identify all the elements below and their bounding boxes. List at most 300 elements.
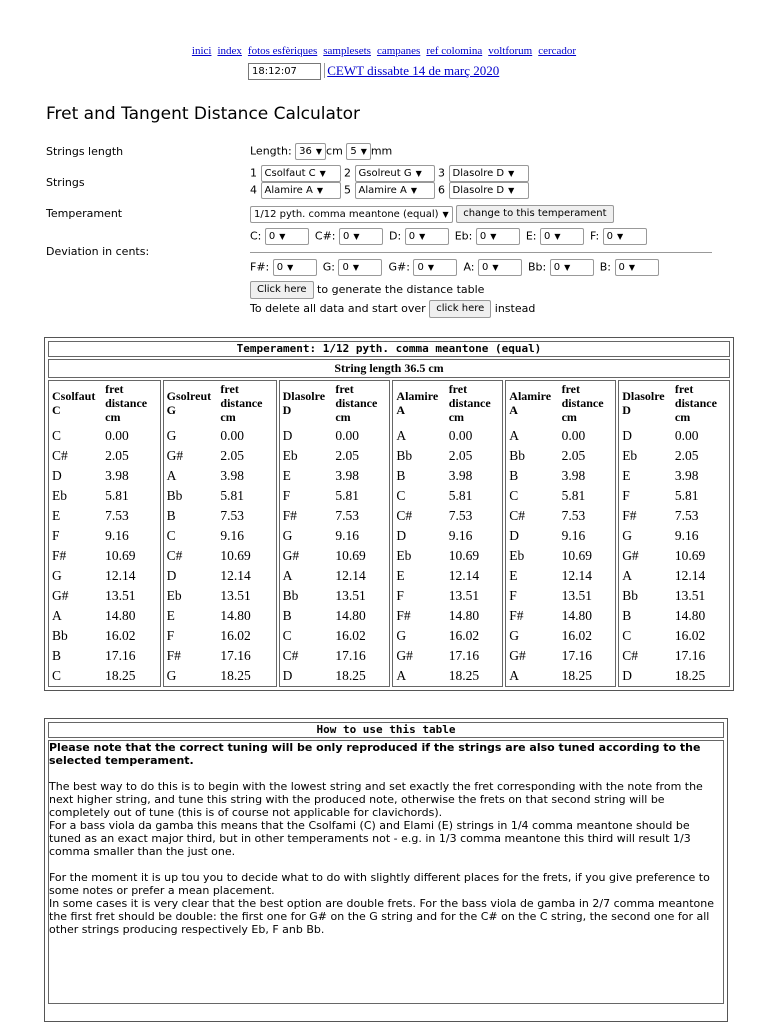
mm-unit: mm — [370, 144, 393, 158]
note-cell: Bb — [52, 628, 68, 643]
distance-cell: 18.25 — [220, 668, 251, 683]
table-row — [164, 606, 276, 626]
table-row — [49, 666, 160, 686]
distance-cell: 5.81 — [335, 488, 359, 503]
deviation-field — [600, 259, 659, 276]
deviation-field — [250, 259, 317, 276]
note-cell: F# — [166, 648, 181, 663]
string-column-header — [619, 381, 729, 426]
table-row — [164, 626, 276, 646]
distance-cell: 2.05 — [105, 448, 129, 463]
deviation-select-value: 0 — [408, 231, 416, 242]
table-row — [280, 566, 390, 586]
distance-cell: 0.00 — [674, 428, 699, 443]
table-row — [393, 446, 502, 466]
deviation-select[interactable] — [405, 228, 449, 245]
string-column-header — [393, 381, 502, 426]
table-row — [393, 606, 502, 626]
note-cell: G# — [396, 648, 413, 663]
chevron-down-icon: ▼ — [617, 232, 624, 241]
string-column-header — [164, 381, 276, 426]
deviation-note-label: C: — [250, 229, 262, 243]
length-prefix: Length: — [250, 144, 292, 158]
distance-cell: 7.53 — [674, 508, 699, 523]
table-row — [164, 426, 276, 446]
string-column — [505, 380, 616, 687]
distance-cell: 2.05 — [220, 448, 245, 463]
note-cell: B — [396, 468, 406, 483]
table-row — [49, 506, 160, 526]
deviation-field — [463, 259, 522, 276]
table-row — [280, 626, 390, 646]
note-cell: Bb — [396, 448, 413, 463]
table-row — [164, 646, 276, 666]
string-select-value: Dlasolre D — [452, 185, 505, 196]
temperament-value: 1/12 pyth. comma meantone (equal) — [254, 208, 439, 220]
string-distance-table — [164, 381, 276, 686]
note-cell: A — [166, 468, 177, 483]
table-row — [164, 526, 276, 546]
table-row — [393, 526, 502, 546]
table-row — [393, 426, 502, 446]
table-row — [619, 506, 729, 526]
chevron-down-icon: ▼ — [508, 186, 515, 195]
string-select-value: Alamire A — [358, 185, 407, 196]
nav-link[interactable]: samplesets — [323, 45, 371, 57]
distance-table — [46, 339, 732, 689]
note-cell: A — [509, 668, 520, 683]
length-mm-value: 5 — [350, 146, 357, 157]
deviation-note-label: B: — [599, 260, 611, 274]
nav-link[interactable]: inici — [191, 45, 212, 57]
table-row — [393, 546, 502, 566]
distance-cell: 14.80 — [448, 608, 480, 623]
distance-cell: 10.69 — [561, 548, 592, 563]
note-cell: E — [396, 568, 405, 583]
distance-cell: 13.51 — [674, 588, 706, 603]
note-cell: G — [166, 428, 177, 443]
table-row — [164, 486, 276, 506]
delete-suffix: instead — [494, 302, 536, 315]
note-cell: B — [52, 648, 62, 663]
note-cell: G — [166, 668, 177, 683]
howto-table — [46, 720, 726, 1006]
note-cell: A — [282, 568, 293, 583]
deviation-select-value: 0 — [342, 262, 349, 273]
distance-cell: 10.69 — [105, 548, 136, 563]
deviation-select[interactable] — [265, 228, 309, 245]
note-cell: Bb — [282, 588, 299, 603]
note-cell: Eb — [52, 488, 67, 503]
distance-cell: 0.00 — [335, 428, 359, 443]
length-cm-select[interactable] — [295, 143, 326, 160]
table-row — [280, 446, 390, 466]
table-row — [619, 446, 729, 466]
distance-cell: 18.25 — [561, 668, 592, 683]
string-column-header — [506, 381, 615, 426]
note-cell: G — [622, 528, 632, 543]
distance-cell: 12.14 — [561, 568, 592, 583]
table-row — [393, 506, 502, 526]
howto-note: Please note that the correct tuning will be only reproduced if the strings are also tuned according to the selected temperament. — [49, 741, 701, 767]
distance-cell: 13.51 — [105, 588, 136, 603]
table-row — [506, 626, 615, 646]
distance-cell: 2.05 — [448, 448, 473, 463]
string-distance-table — [49, 381, 160, 686]
deviation-select[interactable] — [550, 259, 594, 276]
deviation-note-label: F: — [589, 229, 600, 243]
deviation-note-label: Bb: — [527, 260, 547, 274]
string-number: 3 — [438, 166, 445, 180]
fret-distance-header: fret distance cm — [220, 382, 263, 424]
cm-unit: cm — [326, 144, 343, 158]
temperament-select[interactable] — [250, 206, 453, 223]
table-row — [506, 666, 615, 686]
deviation-select[interactable] — [338, 259, 382, 276]
note-cell: Eb — [282, 448, 298, 463]
distance-cell: 7.53 — [220, 508, 245, 523]
nav-link[interactable]: voltforum — [488, 45, 533, 57]
distance-cell: 13.51 — [335, 588, 366, 603]
string-number: 2 — [344, 166, 351, 180]
chevron-down-icon: ▼ — [442, 209, 449, 219]
string-distance-table — [393, 381, 502, 686]
strings-row-2 — [250, 182, 529, 199]
note-cell: F — [166, 628, 175, 643]
distance-cell: 7.53 — [448, 508, 473, 523]
deviation-note-label: A: — [463, 260, 475, 274]
delete-prefix: To delete all data and start over — [250, 302, 426, 315]
note-cell: F# — [282, 508, 297, 523]
chevron-down-icon: ▼ — [352, 263, 360, 272]
note-cell: Eb — [166, 588, 182, 603]
string-column — [279, 380, 391, 687]
deviation-select-value: 0 — [268, 231, 276, 242]
howto-p1: The best way to do this is to begin with the lowest string and set exactly the fret corresponding with the note from the next higher string, and tune this string with the produced note, otherwise the frets on that second string will be completely out of tune (this is of course not applicable for clavichords). — [49, 780, 703, 819]
distance-cell: 10.69 — [674, 548, 706, 563]
table-row — [619, 626, 729, 646]
note-cell: B — [509, 468, 519, 483]
deviation-select-value: 0 — [481, 262, 489, 273]
table-row — [506, 426, 615, 446]
distance-cell: 9.16 — [105, 528, 129, 543]
chevron-down-icon: ▼ — [492, 263, 499, 272]
generate-button[interactable]: Click here — [250, 281, 314, 299]
note-cell: C — [396, 488, 406, 503]
note-cell: F — [396, 588, 404, 603]
temperament-label: Temperament — [46, 207, 123, 220]
deviation-field — [250, 228, 309, 245]
table-row — [280, 506, 390, 526]
deviation-label: Deviation in cents: — [46, 245, 150, 258]
distance-cell: 5.81 — [674, 488, 699, 503]
string-name: Dlasolre D — [282, 389, 326, 417]
table-row — [164, 506, 276, 526]
note-cell: Bb — [166, 488, 183, 503]
fret-distance-header: fret distance cm — [448, 382, 491, 424]
note-cell: C# — [622, 648, 638, 663]
deviation-note-label: E: — [525, 229, 537, 243]
table-row — [393, 646, 502, 666]
distance-cell: 16.02 — [105, 628, 136, 643]
page-title: Fret and Tangent Distance Calculator — [46, 104, 360, 124]
table-row — [619, 566, 729, 586]
distance-cell: 13.51 — [448, 588, 480, 603]
chevron-down-icon: ▼ — [410, 186, 417, 195]
deviation-select[interactable] — [540, 228, 584, 245]
table-row — [619, 526, 729, 546]
table-row — [164, 566, 276, 586]
chevron-down-icon: ▼ — [564, 263, 571, 272]
strings-row-1 — [250, 165, 529, 182]
note-cell: A — [396, 428, 407, 443]
distance-cell: 5.81 — [448, 488, 473, 503]
deviation-note-label: C#: — [314, 229, 336, 243]
table-row — [164, 546, 276, 566]
deviation-select-value: 0 — [479, 231, 487, 242]
string-columns — [48, 380, 730, 687]
deviation-select[interactable] — [476, 228, 520, 245]
note-cell: D — [166, 568, 177, 583]
note-cell: G# — [622, 548, 639, 563]
deviation-field — [590, 228, 647, 245]
note-cell: G — [396, 628, 407, 643]
string-select[interactable] — [449, 165, 529, 182]
deviation-select-value: 0 — [543, 231, 551, 242]
note-cell: F# — [622, 508, 637, 523]
table-row — [393, 566, 502, 586]
length-controls — [250, 143, 392, 160]
note-cell: D — [52, 468, 62, 483]
nav-link[interactable]: campanes — [376, 45, 421, 57]
table-row — [280, 526, 390, 546]
deviation-select-value: 0 — [606, 231, 614, 242]
fret-distance-header: fret distance cm — [105, 382, 148, 424]
note-cell: B — [622, 608, 632, 623]
distance-cell: 2.05 — [561, 448, 586, 463]
distance-cell: 12.14 — [335, 568, 366, 583]
string-name: Dlasolre D — [622, 389, 665, 417]
table-row — [506, 646, 615, 666]
delete-row — [250, 300, 535, 318]
note-cell: B — [282, 608, 292, 623]
note-cell: C# — [396, 508, 413, 523]
chevron-down-icon: ▼ — [316, 186, 323, 195]
table-row — [393, 626, 502, 646]
howto-p3: For the moment it is up tou you to decide what to do with slightly different places for the frets, if you give preference to some notes or prefer a mean placement. — [49, 871, 710, 897]
chevron-down-icon: ▼ — [360, 147, 367, 156]
note-cell: C# — [166, 548, 183, 563]
fret-distance-header: fret distance cm — [335, 382, 378, 424]
note-cell: D — [622, 428, 632, 443]
table-row — [49, 626, 160, 646]
note-cell: D — [622, 668, 632, 683]
distance-cell: 3.98 — [674, 468, 699, 483]
table-row — [49, 466, 160, 486]
string-column-header — [49, 381, 160, 426]
distance-cell: 3.98 — [561, 468, 586, 483]
note-cell: G# — [282, 548, 300, 563]
distance-cell: 3.98 — [448, 468, 473, 483]
note-cell: F — [52, 528, 60, 543]
string-select[interactable] — [261, 182, 341, 199]
chevron-down-icon: ▼ — [508, 169, 515, 178]
string-select[interactable] — [355, 182, 435, 199]
note-cell: Eb — [622, 448, 638, 463]
nav-link[interactable]: fotos esfèriques — [247, 45, 318, 57]
distance-cell: 17.16 — [220, 648, 251, 663]
string-distance-table — [280, 381, 390, 686]
deviation-select[interactable] — [478, 259, 522, 276]
note-cell: C — [509, 488, 519, 503]
distance-cell: 16.02 — [674, 628, 706, 643]
table-row — [506, 446, 615, 466]
note-cell: C# — [282, 648, 299, 663]
distance-cell: 0.00 — [220, 428, 245, 443]
note-cell: C — [166, 528, 176, 543]
note-cell: D — [396, 528, 407, 543]
chevron-down-icon: ▼ — [427, 263, 434, 272]
string-select-value: Csolfaut C — [264, 168, 316, 179]
note-cell: B — [166, 508, 176, 523]
distance-cell: 0.00 — [105, 428, 129, 443]
note-cell: F# — [52, 548, 67, 563]
note-cell: A — [622, 568, 632, 583]
temperament-controls — [250, 205, 614, 223]
delete-button[interactable]: click here — [429, 300, 491, 318]
distance-cell: 14.80 — [335, 608, 366, 623]
table-row — [49, 486, 160, 506]
deviation-select[interactable] — [615, 259, 659, 276]
nav-link[interactable]: index — [217, 45, 242, 57]
table-row — [49, 566, 160, 586]
deviation-field — [389, 228, 449, 245]
table-row — [49, 546, 160, 566]
note-cell: D — [282, 668, 293, 683]
distance-cell: 7.53 — [561, 508, 586, 523]
note-cell: E — [282, 468, 291, 483]
distance-cell: 9.16 — [561, 528, 586, 543]
table-row — [280, 486, 390, 506]
note-cell: A — [509, 428, 520, 443]
chevron-down-icon: ▼ — [279, 232, 286, 241]
note-cell: A — [52, 608, 62, 623]
distance-cell: 3.98 — [335, 468, 359, 483]
table-row — [619, 586, 729, 606]
chevron-down-icon: ▼ — [315, 147, 323, 156]
fret-distance-header: fret distance cm — [561, 382, 604, 424]
deviation-field — [323, 259, 383, 276]
nav-link[interactable]: cercador — [538, 45, 577, 57]
note-cell: G — [282, 528, 293, 543]
distance-cell: 16.02 — [220, 628, 251, 643]
deviation-field — [526, 228, 584, 245]
distance-cell: 18.25 — [674, 668, 706, 683]
table-row — [506, 506, 615, 526]
table-row — [506, 566, 615, 586]
string-number: 6 — [438, 183, 445, 197]
chevron-down-icon: ▼ — [353, 232, 360, 241]
table-row — [506, 486, 615, 506]
string-number: 4 — [250, 183, 257, 197]
note-cell: E — [622, 468, 631, 483]
string-select-value: Alamire A — [264, 185, 313, 196]
table-row — [280, 666, 390, 686]
string-column — [163, 380, 277, 687]
distance-cell: 2.05 — [674, 448, 699, 463]
table-row — [280, 586, 390, 606]
string-name: Gsolreut G — [166, 389, 212, 417]
distance-cell: 17.16 — [335, 648, 366, 663]
note-cell: C# — [52, 448, 68, 463]
deviation-note-label: Eb: — [454, 229, 473, 243]
fret-distance-header: fret distance cm — [674, 382, 717, 424]
string-column — [618, 380, 730, 687]
length-mm-select[interactable] — [346, 143, 371, 160]
distance-cell: 9.16 — [335, 528, 359, 543]
nav-link[interactable]: ref colomina — [426, 45, 483, 57]
string-column-header — [280, 381, 390, 426]
distance-cell: 14.80 — [220, 608, 251, 623]
note-cell: Bb — [622, 588, 638, 603]
string-select[interactable] — [355, 165, 435, 182]
length-cm-value: 36 — [299, 146, 312, 157]
deviation-row-2 — [250, 259, 665, 276]
deviation-select[interactable] — [273, 259, 317, 276]
strings-length-label: Strings length — [46, 145, 124, 158]
note-cell: Eb — [396, 548, 412, 563]
deviation-note-label: G: — [322, 260, 335, 274]
table-row — [280, 606, 390, 626]
table-row — [619, 486, 729, 506]
string-distance-table — [506, 381, 615, 686]
chevron-down-icon: ▼ — [554, 232, 561, 241]
deviation-select-value: 0 — [553, 262, 561, 273]
string-select[interactable] — [261, 165, 341, 182]
distance-cell: 0.00 — [448, 428, 473, 443]
deviation-note-label: G#: — [388, 260, 410, 274]
table-row — [49, 646, 160, 666]
note-cell: E — [509, 568, 518, 583]
table-row — [280, 466, 390, 486]
distance-cell: 14.80 — [105, 608, 136, 623]
distance-cell: 14.80 — [674, 608, 706, 623]
note-cell: Bb — [509, 448, 526, 463]
note-cell: F — [509, 588, 517, 603]
note-cell: F# — [396, 608, 411, 623]
note-cell: E — [52, 508, 61, 523]
table-row — [393, 666, 502, 686]
note-cell: D — [509, 528, 520, 543]
distance-cell: 5.81 — [105, 488, 129, 503]
table-row — [619, 466, 729, 486]
deviation-select[interactable] — [603, 228, 647, 245]
deviation-select[interactable] — [339, 228, 383, 245]
distance-cell: 9.16 — [220, 528, 245, 543]
string-select[interactable] — [449, 182, 529, 199]
howto-title: How to use this table — [48, 722, 724, 738]
string-name: Csolfaut C — [52, 389, 96, 417]
table-row — [619, 666, 729, 686]
table-row — [280, 546, 390, 566]
deviation-select[interactable] — [413, 259, 457, 276]
note-cell: D — [282, 428, 293, 443]
date-link[interactable]: CEWT dissabte 14 de març 2020 — [324, 63, 499, 78]
distance-cell: 0.00 — [561, 428, 586, 443]
change-temperament-button[interactable]: change to this temperament — [456, 205, 613, 223]
distance-cell: 12.14 — [220, 568, 251, 583]
generate-text: to generate the distance table — [317, 283, 485, 296]
